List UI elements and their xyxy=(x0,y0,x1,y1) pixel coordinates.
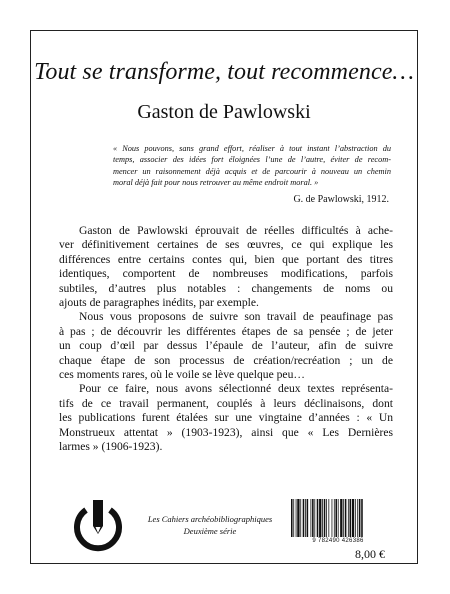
epigraph-quote xyxy=(113,143,391,188)
barcode-bar xyxy=(312,499,314,537)
series-subtitle: Deuxième série xyxy=(183,526,237,536)
barcode-bar xyxy=(352,499,354,537)
author-name: Gaston de Pawlowski xyxy=(137,101,311,123)
blurb-text xyxy=(59,224,393,455)
barcode-bar xyxy=(324,499,326,537)
barcode-bar xyxy=(291,499,293,537)
barcode-bar xyxy=(317,499,319,537)
book-title: Tout se transforme, tout recommence… xyxy=(34,59,414,85)
barcode-bar xyxy=(297,499,299,537)
series-info xyxy=(135,513,285,537)
barcode-bar xyxy=(355,499,356,537)
barcode-bar xyxy=(300,499,301,537)
blurb-line: Pour ce faire, nous avons sélectionné deux textes représenta- xyxy=(79,382,393,396)
blurb-line: Gaston de Pawlowski éprouvait de réelles difficultés à ache- xyxy=(79,224,393,237)
barcode-bar xyxy=(357,499,358,537)
barcode-bar xyxy=(334,499,335,537)
publisher-logo-icon xyxy=(69,496,127,554)
blurb-line: ver définitivement certaines de ses œuvres, ce qui explique les xyxy=(59,238,393,252)
price-label: 8,00 € xyxy=(355,547,385,561)
barcode-bar xyxy=(303,499,305,537)
blurb-line: tifs de ce travail permanent, couplés à leurs déclinaisons, dont xyxy=(59,396,393,410)
barcode-digits: 9 782490 426386 xyxy=(312,538,364,544)
barcode-bar xyxy=(314,499,315,537)
quote-line: temps, associer des idées fort éloignées l’une de l’autre, éviter de recom- xyxy=(113,155,391,165)
quote-line: « Nous pouvons, sans grand effort, réaliser à tout instant l’abstraction du xyxy=(113,144,391,153)
barcode-bar xyxy=(332,499,333,537)
barcode-bar xyxy=(345,499,347,537)
barcode-bar xyxy=(326,499,327,537)
barcode-bar xyxy=(338,499,339,537)
back-cover xyxy=(30,30,418,564)
blurb-line: à pas ; de découvrir les différentes étapes de sa pensée ; de jeter xyxy=(59,324,393,338)
barcode-bar xyxy=(305,499,306,537)
barcode-bar xyxy=(296,499,297,537)
quote-line: mencer un raisonnement déjà acquis et de parcourir à nouveau un chemin xyxy=(113,166,391,176)
series-name: Les Cahiers archéobibliographiques xyxy=(147,514,273,524)
barcode-bar xyxy=(343,499,344,537)
barcode-bar xyxy=(359,499,361,537)
blurb-line: un coup d’œil par dessus l’épaule de l’auteur, afin de suivre xyxy=(59,339,393,353)
blurb-line: ces moments rares, où le voile se lève quelque peu… xyxy=(59,368,305,382)
blurb-line: Monstrueux attentat » (1903-1923), ainsi que « Les Dernières xyxy=(59,425,393,439)
blurb-line: Nous vous proposons de suivre son travail de peaufinage pas xyxy=(79,310,393,324)
blurb-line: identiques, comportent de nombreuses modifications, parfois xyxy=(59,267,393,281)
barcode-bar xyxy=(348,499,349,537)
barcode-bar xyxy=(319,499,321,537)
quote-attribution: G. de Pawlowski, 1912. xyxy=(293,194,389,205)
barcode-bar xyxy=(293,499,294,537)
isbn-barcode xyxy=(289,499,387,541)
blurb-line: chaque étape de son processus de création/recréation ; un de xyxy=(59,353,393,367)
barcode-bar xyxy=(350,499,352,537)
barcode-bar xyxy=(340,499,342,537)
blurb-line: larmes » (1906-1923). xyxy=(59,440,163,454)
barcode-bar xyxy=(328,499,329,537)
blurb-line: les publications furent étalées sur une vingtaine d’années : « Un xyxy=(59,411,393,425)
blurb-line: ajouts de paragraphes inédits, par exemple. xyxy=(59,296,259,310)
barcode-bar xyxy=(335,499,337,537)
barcode-bar xyxy=(311,499,312,537)
blurb-line: différences entre certains contes qui, bien que portant des titres xyxy=(59,252,393,266)
barcode-bar xyxy=(361,499,363,537)
quote-line: moral déjà fait pour nous retrouver au même endroit moral. » xyxy=(113,177,319,187)
blurb-line: subtiles, d’autres plus notables : changements de noms ou xyxy=(59,281,393,295)
barcode-bar xyxy=(307,499,309,537)
barcode-bar xyxy=(322,499,323,537)
